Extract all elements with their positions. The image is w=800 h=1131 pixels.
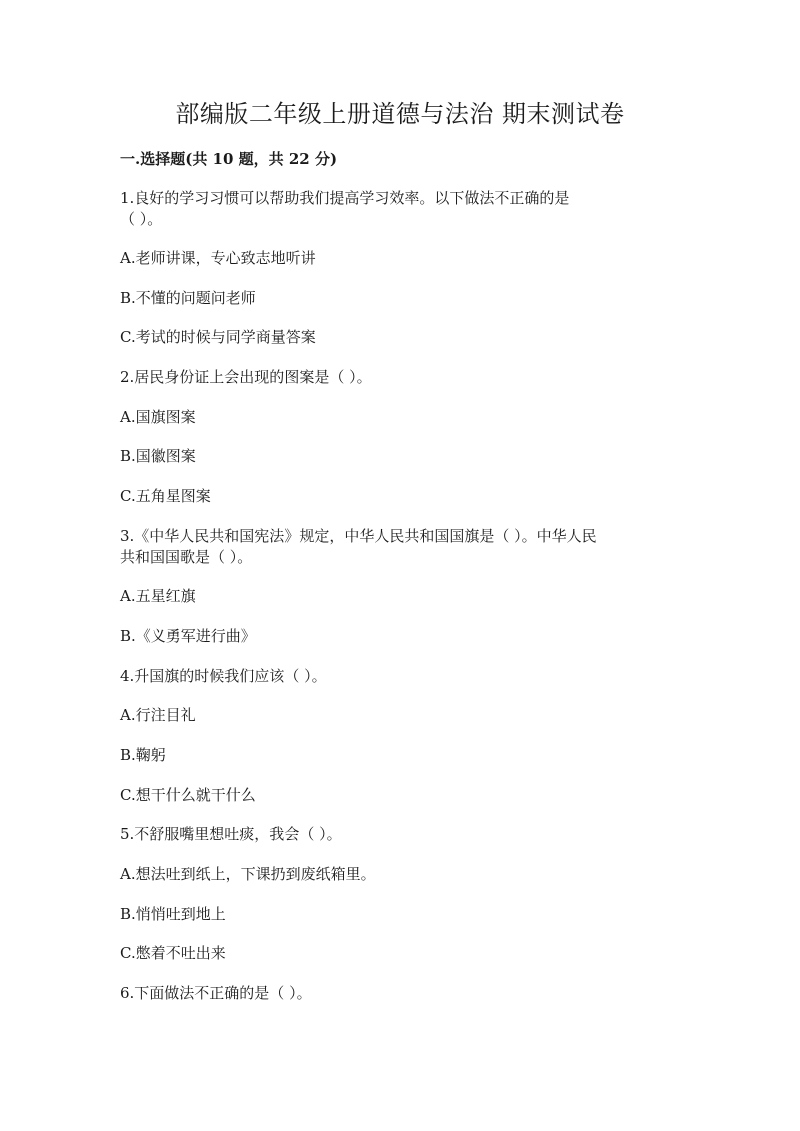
question-3-text-line-2: 共和国国歌是（ ）。 bbox=[120, 548, 253, 566]
question-1-option-c: C.考试的时候与同学商量答案 bbox=[120, 328, 316, 346]
question-6-text-line-1: 6.下面做法不正确的是（ ）。 bbox=[120, 984, 312, 1002]
question-4-option-a: A.行注目礼 bbox=[120, 706, 196, 724]
question-1-text-line-2: （ ）。 bbox=[120, 210, 163, 228]
question-1-text-line-1: 1.良好的学习习惯可以帮助我们提高学习效率。以下做法不正确的是 bbox=[120, 189, 570, 207]
question-5-text-line-1: 5.不舒服嘴里想吐痰，我会（ ）。 bbox=[120, 825, 342, 843]
question-1-option-b: B.不懂的问题问老师 bbox=[120, 289, 256, 307]
question-3-option-b: B.《义勇军进行曲》 bbox=[120, 627, 256, 645]
question-5-option-a: A.想法吐到纸上，下课扔到废纸箱里。 bbox=[120, 865, 376, 883]
question-2-option-c: C.五角星图案 bbox=[120, 487, 211, 505]
question-4-text-line-1: 4.升国旗的时候我们应该（ ）。 bbox=[120, 667, 327, 685]
section-heading: 一.选择题(共 10 题，共 22 分) bbox=[120, 150, 338, 168]
page-title: 部编版二年级上册道德与法治 期末测试卷 bbox=[175, 100, 625, 128]
question-2-text-line-1: 2.居民身份证上会出现的图案是（ ）。 bbox=[120, 368, 372, 386]
question-3-text-line-1: 3.《中华人民共和国宪法》规定，中华人民共和国国旗是（ ）。中华人民 bbox=[120, 527, 597, 545]
question-2-option-b: B.国徽图案 bbox=[120, 447, 196, 465]
question-1-option-a: A.老师讲课，专心致志地听讲 bbox=[120, 249, 316, 267]
question-2-option-a: A.国旗图案 bbox=[120, 408, 196, 426]
question-5-option-c: C.憋着不吐出来 bbox=[120, 944, 226, 962]
question-4-option-b: B.鞠躬 bbox=[120, 746, 166, 764]
question-3-option-a: A.五星红旗 bbox=[120, 587, 196, 605]
question-4-option-c: C.想干什么就干什么 bbox=[120, 786, 256, 804]
question-5-option-b: B.悄悄吐到地上 bbox=[120, 905, 226, 923]
